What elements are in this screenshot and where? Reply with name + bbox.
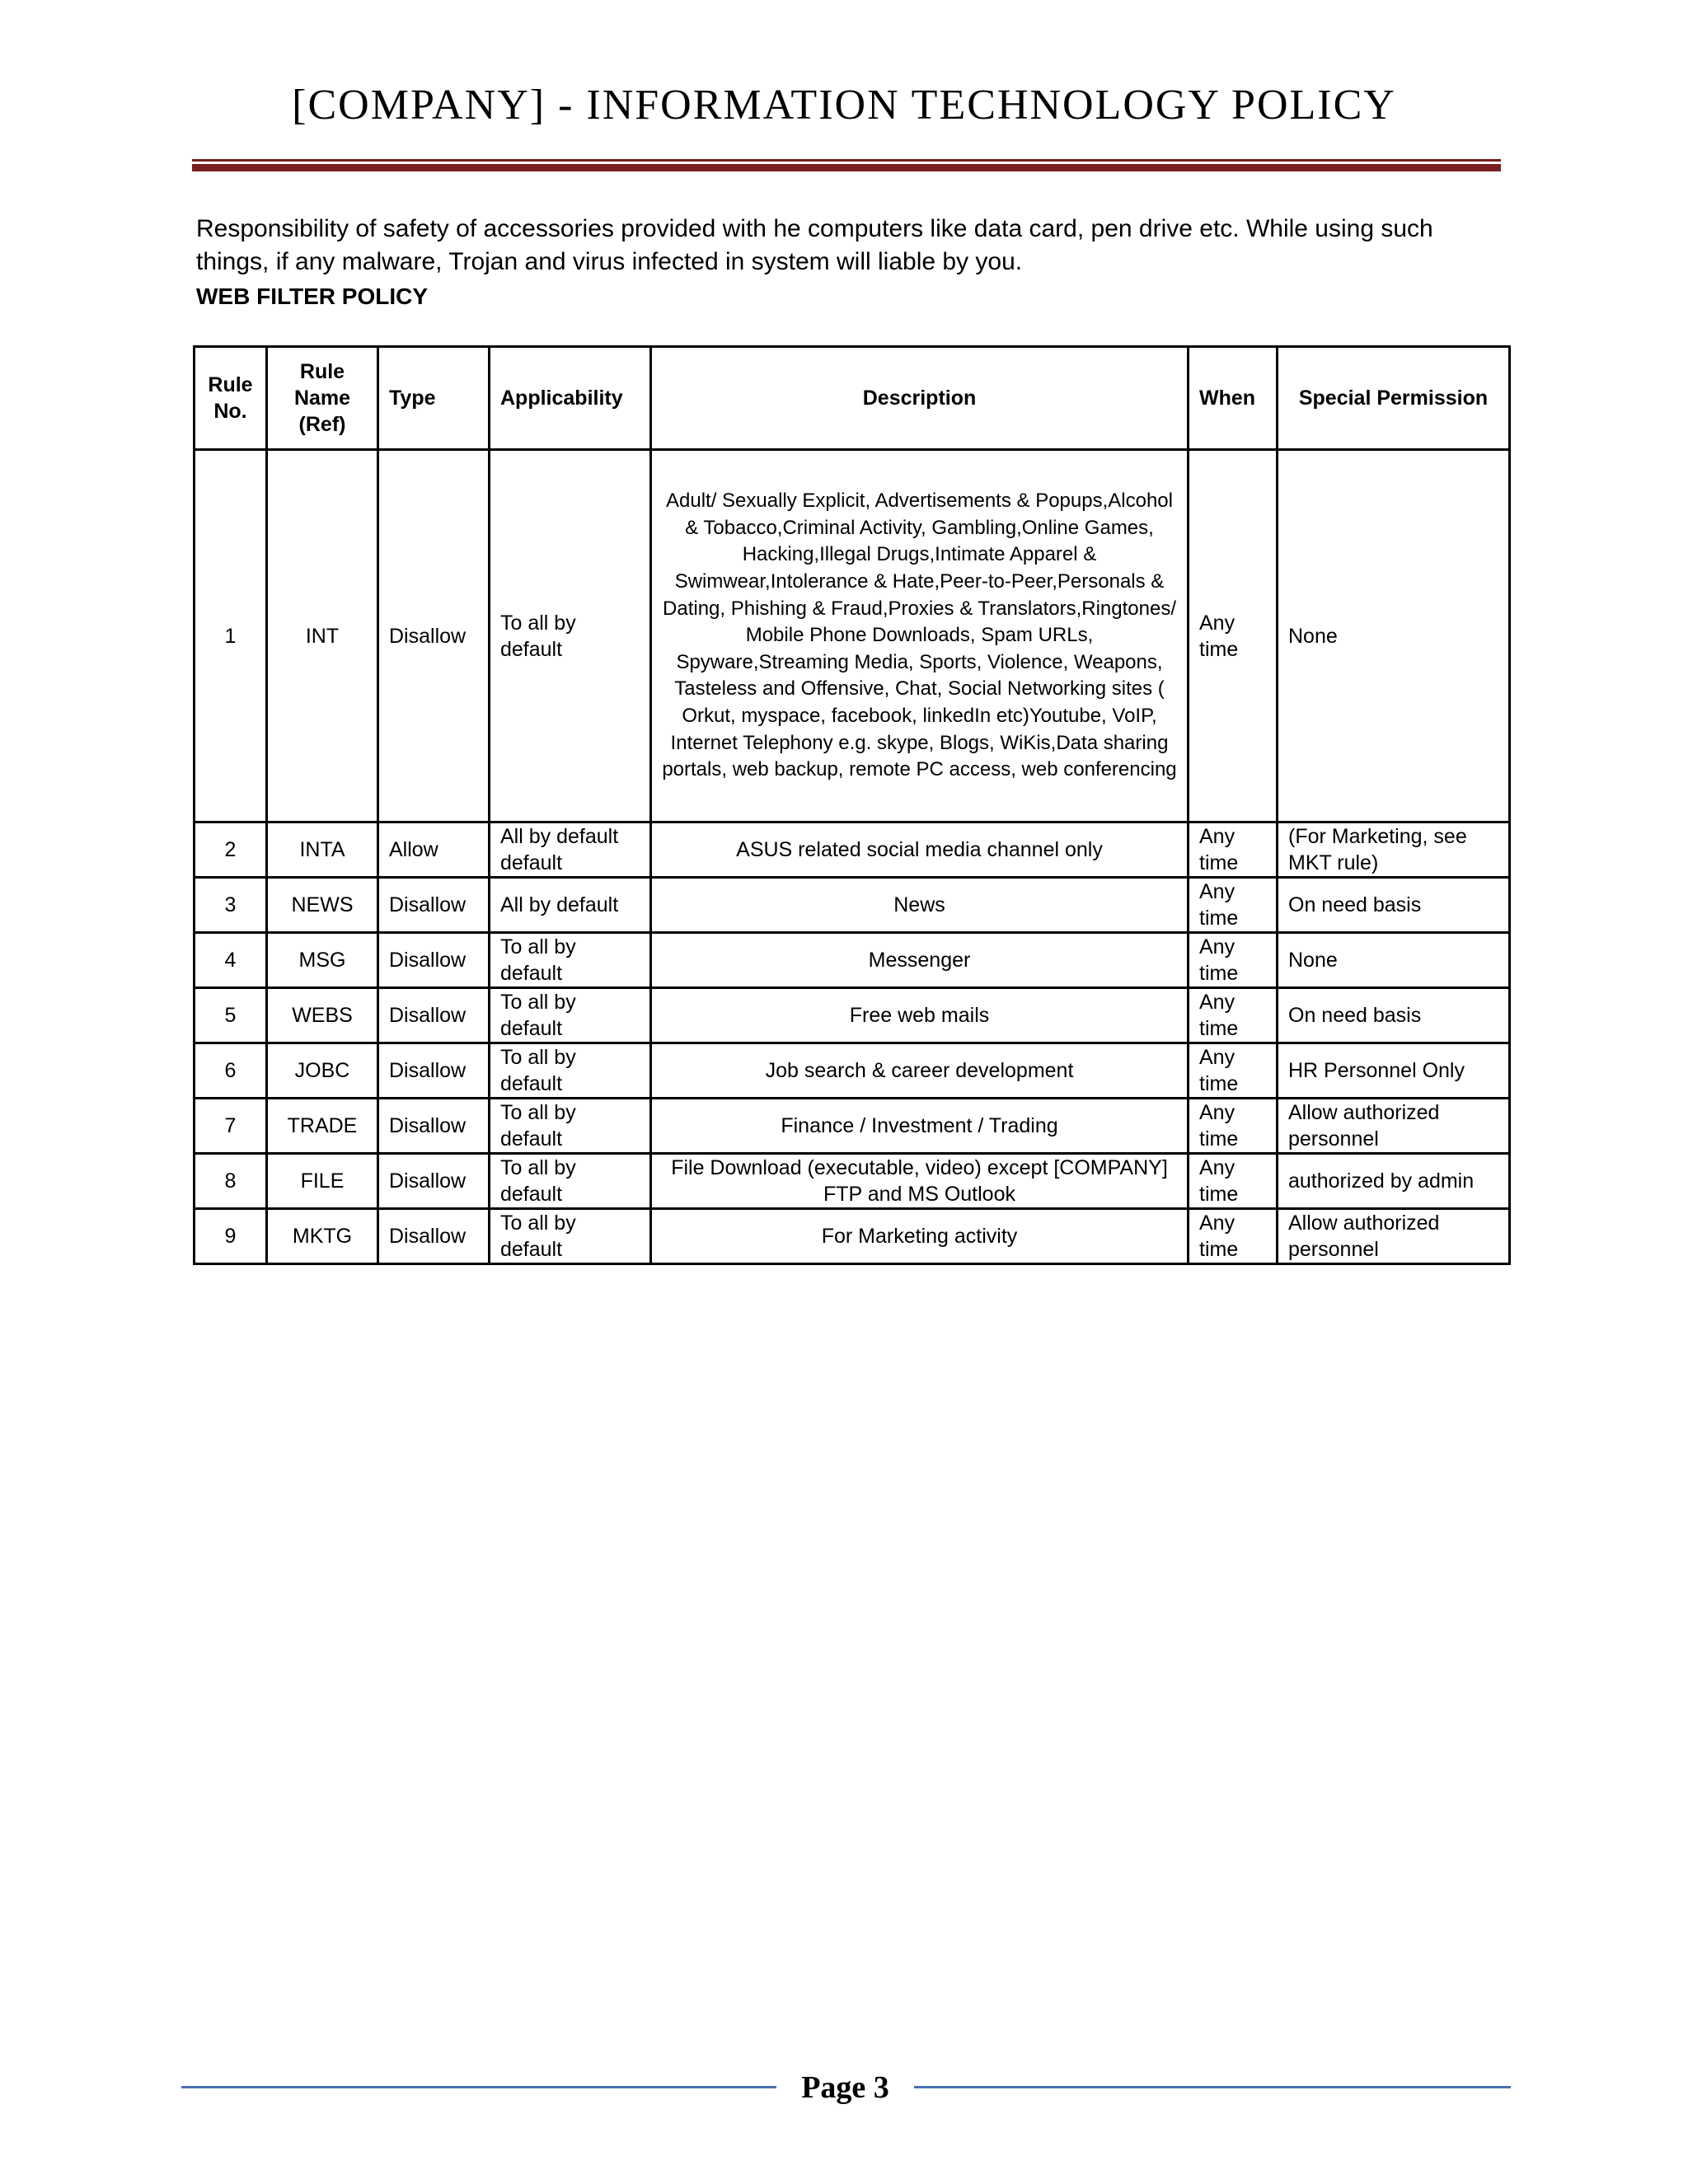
permission-cell: On need basis (1278, 878, 1510, 933)
header-applicability: Applicability (490, 347, 651, 450)
rule-no-cell: 1 (195, 450, 267, 823)
header-when: When (1189, 347, 1278, 450)
when-cell: Any time (1189, 878, 1278, 933)
rule-no-cell: 8 (195, 1154, 267, 1209)
header-rule-no: Rule No. (195, 347, 267, 450)
description-cell: News (651, 878, 1189, 933)
applicability-cell: All by default (490, 878, 651, 933)
when-cell: Any time (1189, 1209, 1278, 1264)
description-cell: File Download (executable, video) except [COMPANY] FTP and MS Outlook (651, 1154, 1189, 1209)
footer-divider-left (181, 2086, 776, 2088)
title-divider-thick (192, 164, 1501, 171)
applicability-cell: To all by default (490, 1043, 651, 1099)
rule-name-cell: MSG (267, 933, 378, 988)
rule-no-cell: 2 (195, 823, 267, 878)
description-cell: Free web mails (651, 988, 1189, 1043)
table-row (195, 1099, 1510, 1154)
applicability-cell: To all by default (490, 450, 651, 823)
header-rule-name: Rule Name (Ref) (267, 347, 378, 450)
when-cell: Any time (1189, 823, 1278, 878)
header-description: Description (651, 347, 1189, 450)
footer-divider-right (914, 2086, 1511, 2088)
header-type: Type (378, 347, 490, 450)
rule-no-cell: 5 (195, 988, 267, 1043)
applicability-cell: To all by default (490, 1209, 651, 1264)
type-cell: Disallow (378, 988, 490, 1043)
rule-name-cell: INT (267, 450, 378, 823)
rule-name-cell: TRADE (267, 1099, 378, 1154)
web-filter-policy-table (193, 345, 1511, 1265)
rule-no-cell: 3 (195, 878, 267, 933)
applicability-cell: All by default default (490, 823, 651, 878)
description-cell: ASUS related social media channel only (651, 823, 1189, 878)
type-cell: Disallow (378, 1043, 490, 1099)
description-cell: Finance / Investment / Trading (651, 1099, 1189, 1154)
permission-cell: None (1278, 450, 1510, 823)
type-cell: Allow (378, 823, 490, 878)
applicability-cell: To all by default (490, 1154, 651, 1209)
table-row (195, 823, 1510, 878)
section-heading: WEB FILTER POLICY (196, 284, 429, 309)
type-cell: Disallow (378, 878, 490, 933)
permission-cell: (For Marketing, see MKT rule) (1278, 823, 1510, 878)
title-divider-thin (192, 159, 1501, 162)
table-row (195, 1154, 1510, 1209)
page-title: [COMPANY] - INFORMATION TECHNOLOGY POLICY (292, 82, 1396, 129)
permission-cell: None (1278, 933, 1510, 988)
description-cell: Job search & career development (651, 1043, 1189, 1099)
rule-no-cell: 4 (195, 933, 267, 988)
table-row (195, 450, 1510, 823)
when-cell: Any time (1189, 1043, 1278, 1099)
when-cell: Any time (1189, 988, 1278, 1043)
type-cell: Disallow (378, 1209, 490, 1264)
table-row (195, 988, 1510, 1043)
when-cell: Any time (1189, 1154, 1278, 1209)
rule-name-cell: WEBS (267, 988, 378, 1043)
type-cell: Disallow (378, 450, 490, 823)
table-row (195, 933, 1510, 988)
when-cell: Any time (1189, 1099, 1278, 1154)
when-cell: Any time (1189, 450, 1278, 823)
permission-cell: On need basis (1278, 988, 1510, 1043)
rule-name-cell: FILE (267, 1154, 378, 1209)
applicability-cell: To all by default (490, 988, 651, 1043)
intro-paragraph: Responsibility of safety of accessories provided with he computers like data card, pen drive etc. While using such things, if any malware, Trojan and virus infected in system will liable by you. (196, 215, 1433, 275)
applicability-cell: To all by default (490, 1099, 651, 1154)
type-cell: Disallow (378, 1154, 490, 1209)
when-cell: Any time (1189, 933, 1278, 988)
permission-cell: Allow authorized personnel (1278, 1099, 1510, 1154)
table-row (195, 878, 1510, 933)
permission-cell: Allow authorized personnel (1278, 1209, 1510, 1264)
rule-name-cell: JOBC (267, 1043, 378, 1099)
rule-name-cell: NEWS (267, 878, 378, 933)
page-number: Page 3 (801, 2070, 889, 2105)
rule-no-cell: 6 (195, 1043, 267, 1099)
table-row (195, 1209, 1510, 1264)
type-cell: Disallow (378, 933, 490, 988)
header-special-permission: Special Permission (1278, 347, 1510, 450)
description-cell: For Marketing activity (651, 1209, 1189, 1264)
description-cell: Messenger (651, 933, 1189, 988)
rule-no-cell: 7 (195, 1099, 267, 1154)
rule-name-cell: MKTG (267, 1209, 378, 1264)
table-header-row (195, 347, 1510, 450)
table-row (195, 1043, 1510, 1099)
rule-name-cell: INTA (267, 823, 378, 878)
permission-cell: authorized by admin (1278, 1154, 1510, 1209)
description-cell: Adult/ Sexually Explicit, Advertisements & Popups,Alcohol & Tobacco,Criminal Activity, Gambling,Online Games, Hacking,Illegal Drugs,Intimate Apparel & Swimwear,Intolerance & Hate,Peer-to-Peer,Personals & Dating, Phishing & Fraud,Proxies & Translators,Ringtones/ Mobile Phone Downloads, Spam URLs, Spyware,Streaming Media, Sports, Violence, Weapons, Tasteless and Offensive, Chat, Social Networking sites ( Orkut, myspace, facebook, linkedIn etc)Youtube, VoIP, Internet Telephony e.g. skype, Blogs, WiKis,Data sharing portals, web backup, remote PC access, web conferencing (651, 450, 1189, 823)
permission-cell: HR Personnel Only (1278, 1043, 1510, 1099)
type-cell: Disallow (378, 1099, 490, 1154)
rule-no-cell: 9 (195, 1209, 267, 1264)
applicability-cell: To all by default (490, 933, 651, 988)
